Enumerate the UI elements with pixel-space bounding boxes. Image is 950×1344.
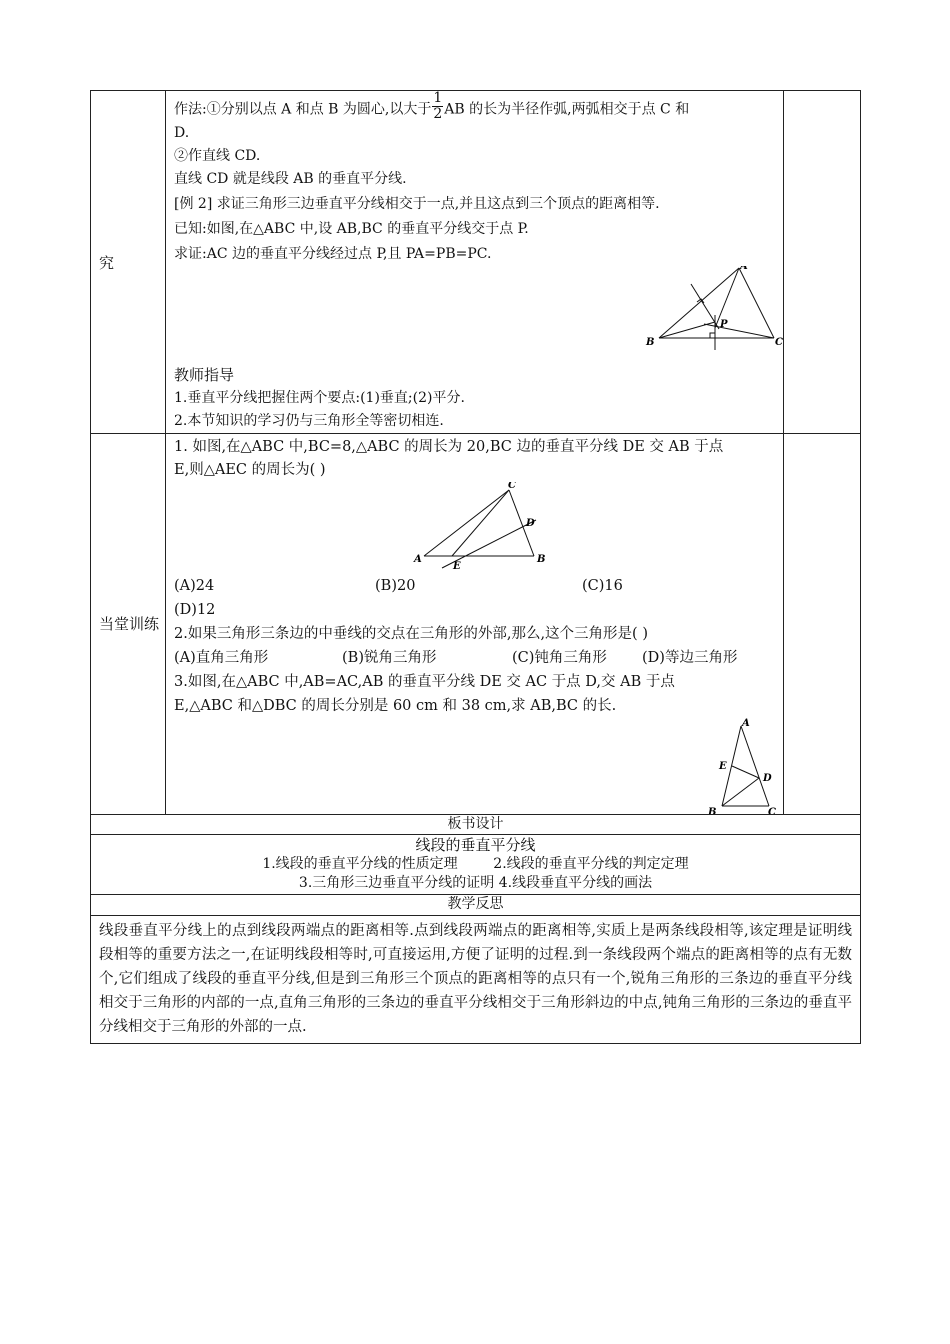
- guide-title: 教师指导: [174, 366, 235, 384]
- q1-option-b: (B)20: [375, 578, 416, 594]
- board-content-row: [91, 835, 861, 895]
- q3-label-e: E: [719, 761, 727, 772]
- reflection-header-row: [91, 895, 861, 916]
- q1-options: [174, 574, 775, 598]
- q1-label-a: A: [414, 554, 422, 565]
- q3-line-2: E,△ABC 和△DBC 的周长分别是 60 cm 和 38 cm,求 AB,BC 的长.: [174, 698, 617, 714]
- fig-label-p: P: [720, 319, 728, 330]
- board-line-3: 3.三角形三边垂直平分线的证明 4.线段垂直平分线的画法: [298, 875, 653, 891]
- research-row: [91, 91, 861, 434]
- figure-perpendicular-bisectors: [174, 266, 783, 364]
- q2-option-c: (C)钝角三角形: [512, 650, 607, 666]
- guide-1: 1.垂直平分线把握住两个要点:(1)垂直;(2)平分.: [174, 390, 465, 406]
- q3-line-1: 3.如图,在△ABC 中,AB=AC,AB 的垂直平分线 DE 交 AC 于点 D,交 AB 于点: [174, 674, 675, 690]
- board-title: 线段的垂直平分线: [415, 836, 536, 854]
- q1-label-c: C: [508, 482, 516, 491]
- reflection-header: 教学反思: [91, 895, 861, 916]
- guide-2: 2.本节知识的学习仍与三角形全等密切相连.: [174, 413, 444, 429]
- practice-row: [91, 434, 861, 815]
- prove-text: 求证:AC 边的垂直平分线经过点 P,且 PA=PB=PC.: [174, 246, 492, 262]
- board-header: 板书设计: [91, 815, 861, 835]
- q2-option-d: (D)等边三角形: [642, 650, 738, 666]
- q1-triangle: [174, 482, 792, 574]
- q1-line-2: E,则△AEC 的周长为( ): [174, 462, 326, 478]
- q1-line-1: 1. 如图,在△ABC 中,BC=8,△ABC 的周长为 20,BC 边的垂直平分线 DE 交 AB 于点: [174, 439, 724, 455]
- q3-label-a: A: [742, 718, 750, 729]
- reflection-row: [91, 916, 861, 1044]
- q1-option-a: (A)24: [174, 578, 215, 594]
- triangle-figure: [174, 266, 792, 364]
- method-line-2: D.: [174, 125, 190, 141]
- practice-content: [166, 434, 784, 815]
- practice-extra-cell: [784, 434, 861, 815]
- lesson-table: [90, 90, 861, 1044]
- q2-options: [174, 646, 775, 670]
- board-line-2: 1.线段的垂直平分线的性质定理 2.线段的垂直平分线的判定定理: [262, 856, 689, 872]
- board-content: [91, 835, 861, 895]
- q3-triangle: [174, 718, 792, 814]
- q3-label-c: C: [768, 807, 776, 814]
- reflection-text: 线段垂直平分线上的点到线段两端点的距离相等.点到线段两端点的距离相等,实质上是两条线段相等,该定理是证明线段相等的重要方法之一,在证明线段相等时,可直接运用,方便了证明的过程.到一条线段两个端点的距离相等的点有无数个,它们组成了线段的垂直平分线,但是到三角形三个顶点的距离相等的点只有一个,锐角三角形的三条边的垂直平分线相交于三角形的内部的一点,直角三角形的三条边的垂直平分线相交于三角形斜边的中点,钝角三角形的三条边的垂直平分线相交于三角形的外部的一点.: [91, 916, 861, 1044]
- fig-label-b: B: [646, 337, 655, 348]
- q1-label-d: D: [526, 518, 535, 529]
- q3-label-d: D: [763, 773, 772, 784]
- example-title: [例 2] 求证三角形三边垂直平分线相交于一点,并且这点到三个顶点的距离相等.: [174, 196, 660, 212]
- board-header-row: [91, 815, 861, 835]
- q3-label-b: B: [708, 807, 717, 814]
- fraction: $\frac{1}{2}$: [433, 90, 443, 122]
- lesson-page: [90, 90, 860, 1044]
- q2-option-a: (A)直角三角形: [174, 650, 269, 666]
- research-label: 究: [91, 91, 166, 434]
- q1-label-b: B: [537, 554, 546, 565]
- practice-label: 当堂训练: [91, 434, 166, 815]
- given-text: 已知:如图,在△ABC 中,设 AB,BC 的垂直平分线交于点 P.: [174, 221, 529, 237]
- q2-option-b: (B)锐角三角形: [342, 650, 437, 666]
- q1-figure: [174, 482, 775, 574]
- research-content: [166, 91, 784, 434]
- fig-label-c: C: [775, 337, 783, 348]
- fig-label-a: A: [740, 266, 748, 272]
- q2-text: 2.如果三角形三条边的中垂线的交点在三角形的外部,那么,这个三角形是( ): [174, 626, 648, 642]
- q1-option-d: (D)12: [174, 602, 216, 618]
- step-2: ②作直线 CD.: [174, 148, 261, 164]
- q1-label-e: E: [453, 561, 461, 572]
- conclusion: 直线 CD 就是线段 AB 的垂直平分线.: [174, 171, 407, 187]
- q1-option-c: (C)16: [582, 578, 623, 594]
- method-line: 作法:①分别以点 A 和点 B 为圆心,以大于 $\frac{1}{2}$ AB 的长为半径作弧,两弧相交于点 C 和: [174, 90, 690, 122]
- q3-figure: [174, 718, 775, 814]
- research-extra-cell: [784, 91, 861, 434]
